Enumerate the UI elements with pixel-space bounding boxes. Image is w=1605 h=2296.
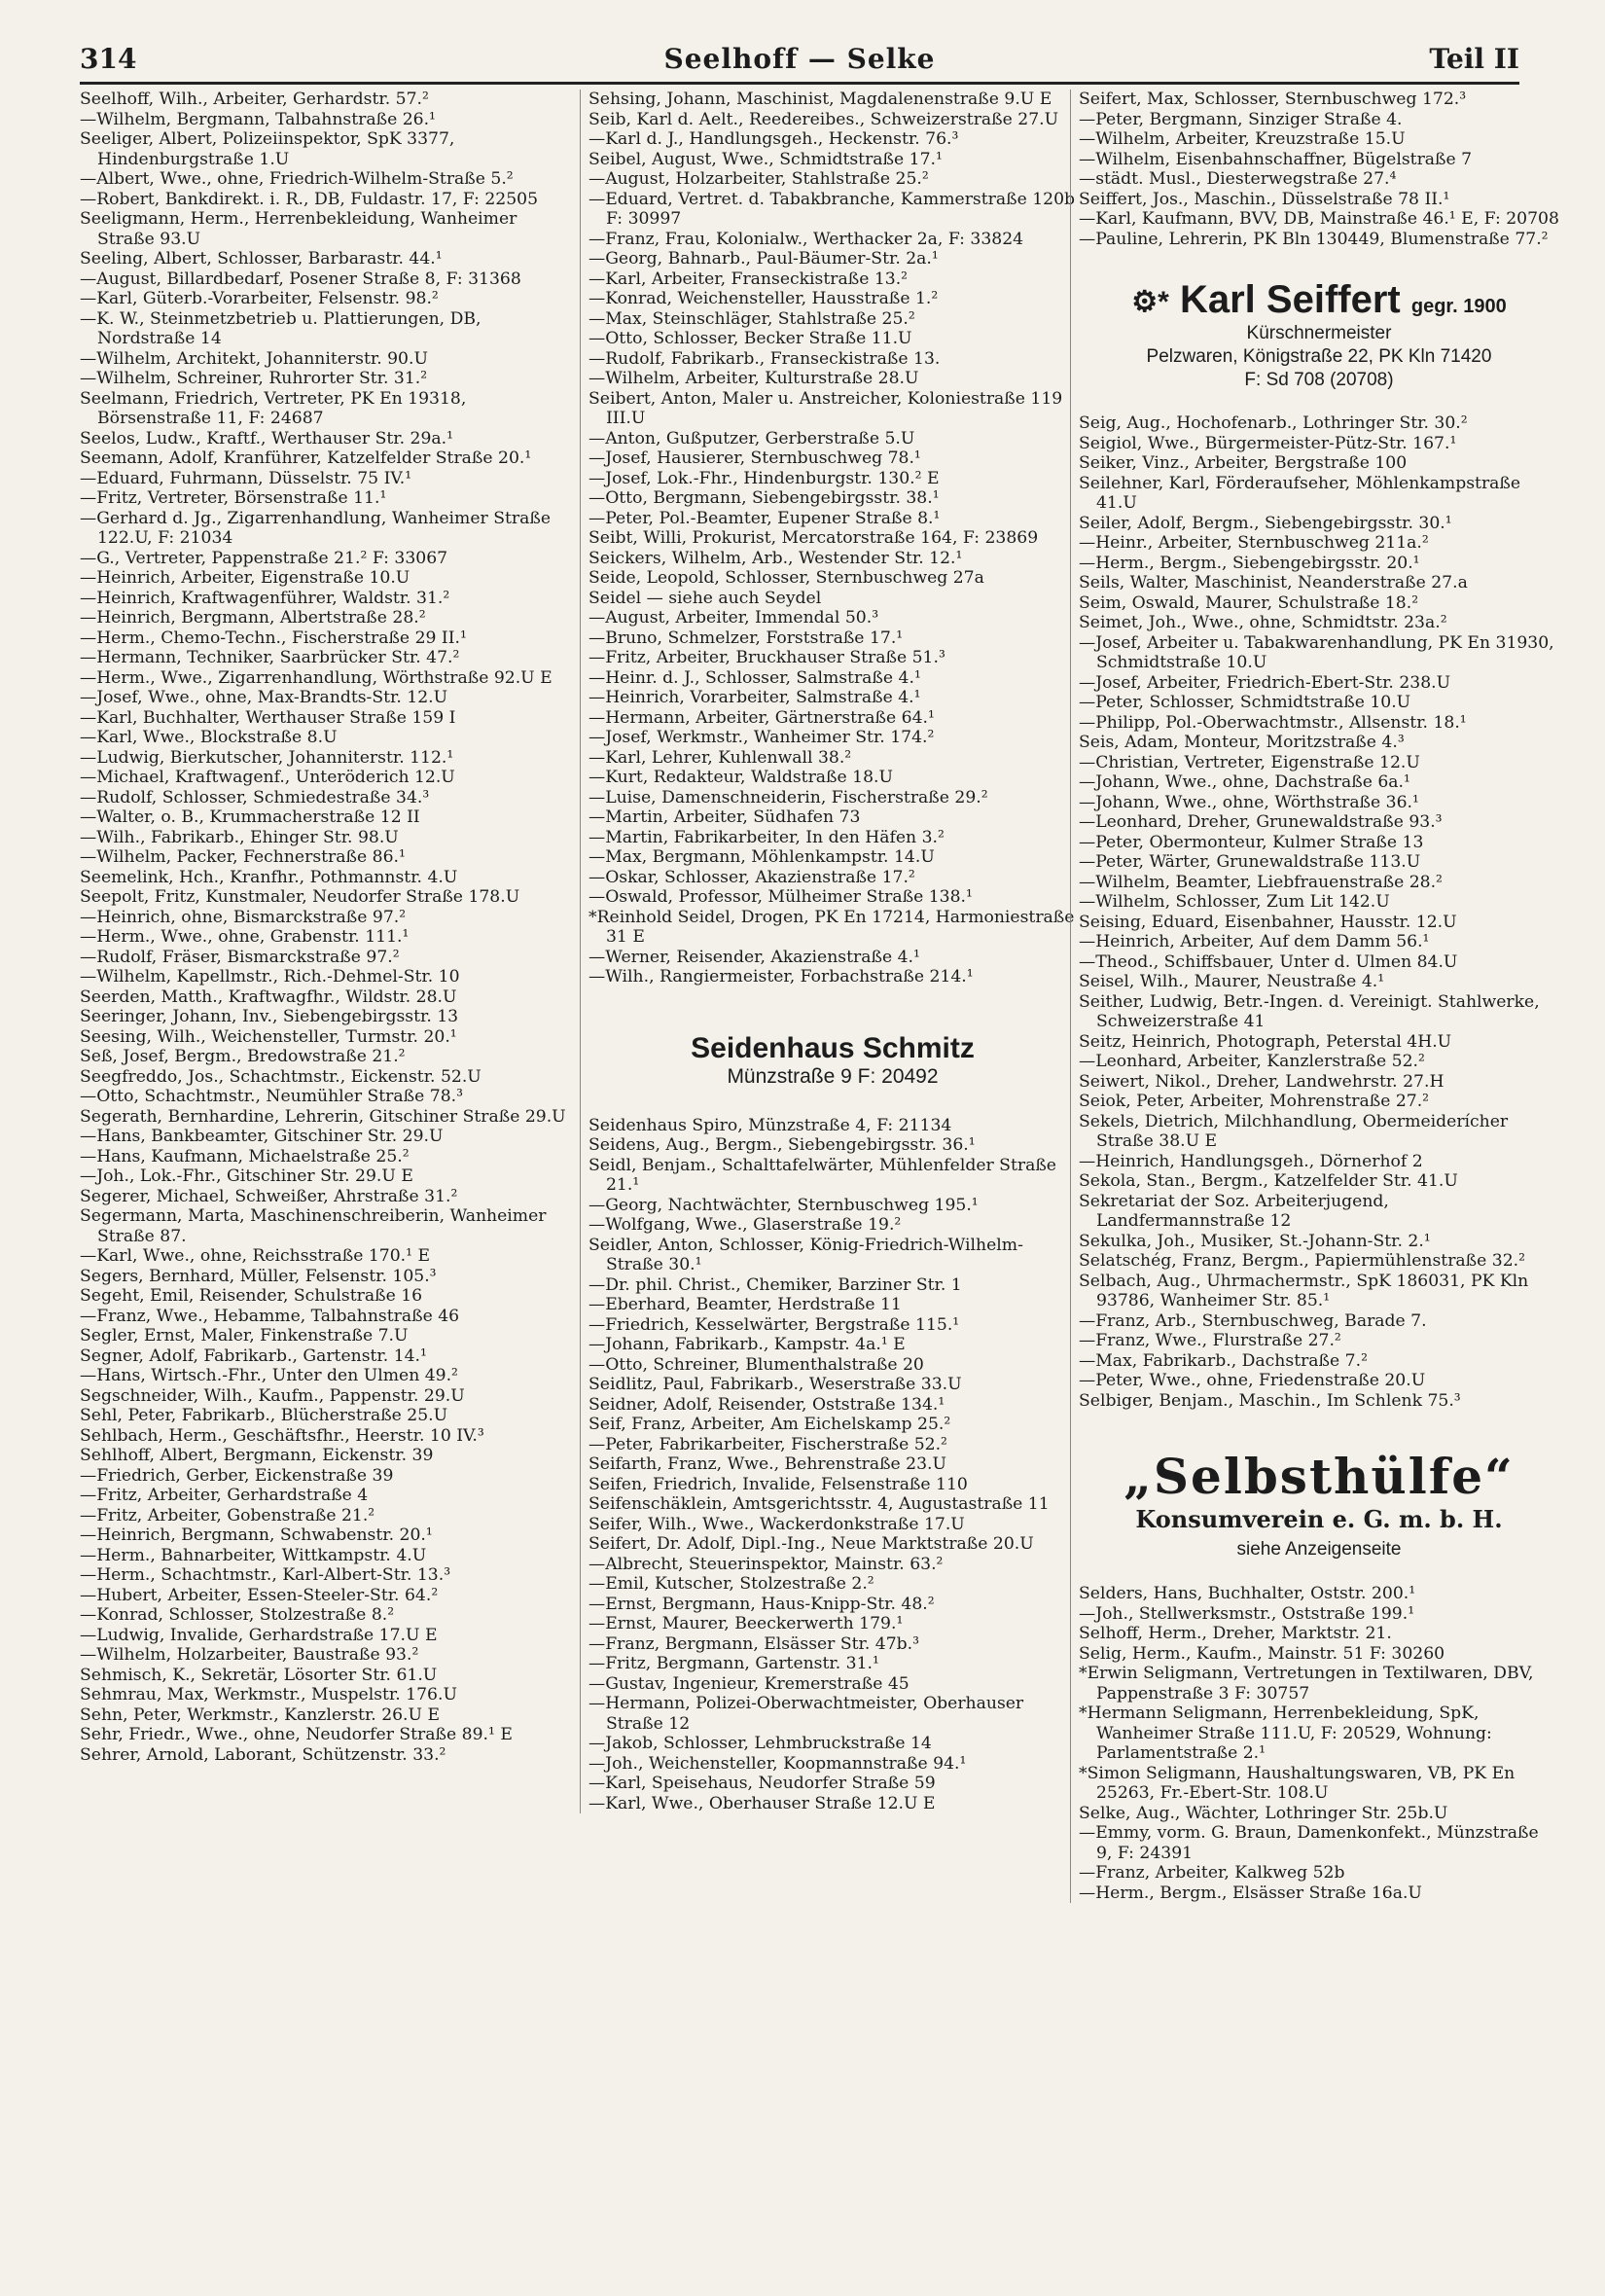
directory-entry: —Wolfgang, Wwe., Glaserstraße 19.² [588,1215,902,1235]
directory-entry: Seeling, Albert, Schlosser, Barbarastr. 44.¹ [80,249,443,269]
directory-entry: —Wilhelm, Eisenbahnschaffner, Bügelstraße 7 [1079,149,1473,169]
entry-list [1079,1584,1559,1903]
column-left [80,90,566,1765]
directory-entry: Sehlbach, Herm., Geschäftsfhr., Heerstr. 10 IV.³ [80,1425,484,1446]
directory-entry: —Herm., Wwe., ohne, Grabenstr. 111.¹ [80,927,410,947]
directory-entry: Selbach, Aug., Uhrmachermstr., SpK 186031, PK Kln 93786, Wanheimer Str. 85.¹ [1079,1271,1529,1310]
directory-entry: —Peter, Wärter, Grunewaldstraße 113.U [1079,852,1421,872]
karl-seiffert-ad [1079,278,1559,392]
directory-entry: —Franz, Bergmann, Elsässer Str. 47b.³ [588,1633,920,1654]
directory-entry: —Joh., Weichensteller, Koopmannstraße 94.¹ [588,1753,967,1774]
directory-entry: Seepolt, Fritz, Kunstmaler, Neudorfer Straße 178.U [80,887,520,907]
directory-entry: —Bruno, Schmelzer, Forststraße 17.¹ [588,628,904,648]
directory-entry: Seiwert, Nikol., Dreher, Landwehrstr. 27.H [1079,1071,1444,1092]
directory-entry: —Wilhelm, Packer, Fechnerstraße 86.¹ [80,847,406,867]
directory-entry: —Heinrich, Kraftwagenführer, Waldstr. 31.² [80,588,450,608]
directory-entry: —Fritz, Arbeiter, Bruckhauser Straße 51.³ [588,648,945,667]
sun-star-icon: ⚙* [1131,285,1169,318]
directory-entry: —Herm., Bergm., Elsässer Straße 16a.U [1079,1883,1422,1903]
directory-entry: —Hermann, Techniker, Saarbrücker Str. 47.² [80,648,460,667]
column-middle [580,90,1077,1813]
directory-entry: Seiffert, Jos., Maschin., Düsselstraße 78 II.¹ [1079,189,1450,209]
directory-entry: Seifert, Dr. Adolf, Dipl.-Ing., Neue Marktstraße 20.U [588,1534,1034,1554]
directory-entry: —Karl, Kaufmann, BVV, DB, Mainstraße 46.¹ E, F: 20708 [1079,209,1559,229]
directory-entry: —Friedrich, Kesselwärter, Bergstraße 115.¹ [588,1314,960,1335]
directory-entry: —Gerhard d. Jg., Zigarrenhandlung, Wanheimer Straße 122.U, F: 21034 [80,508,552,548]
ad-company-name: Karl Seiffert [1179,278,1401,321]
directory-entry: —Heinrich, Bergmann, Schwabenstr. 20.¹ [80,1525,433,1545]
directory-entry: —Georg, Bahnarb., Paul-Bäumer-Str. 2a.¹ [588,249,939,269]
directory-entry: —Herm., Bergm., Siebengebirgsstr. 20.¹ [1079,553,1420,573]
directory-entry: —Peter, Schlosser, Schmidtstraße 10.U [1079,693,1411,712]
directory-entry: —Max, Bergmann, Möhlenkampstr. 14.U [588,847,935,867]
directory-entry: Seigiol, Wwe., Bürgermeister-Pütz-Str. 167.¹ [1079,433,1457,453]
directory-entry: Selatschég, Franz, Bergm., Papiermühlenstraße 32.² [1079,1251,1525,1271]
directory-entry: —Martin, Arbeiter, Südhafen 73 [588,807,861,827]
directory-entry: Seelhoff, Wilh., Arbeiter, Gerhardstr. 57.² [80,90,429,109]
directory-entry: —Herm., Chemo-Techn., Fischerstraße 29 II.¹ [80,628,467,648]
entry-list [588,1116,1077,1814]
directory-entry: —Leonhard, Dreher, Grunewaldstraße 93.³ [1079,812,1443,832]
directory-entry: *Reinhold Seidel, Drogen, PK En 17214, Harmoniestraße 31 E [588,907,1075,947]
directory-entry: —Oswald, Professor, Mülheimer Straße 138.¹ [588,887,973,907]
directory-entry: —Wilhelm, Holzarbeiter, Baustraße 93.² [80,1645,419,1665]
directory-entry: —Werner, Reisender, Akazienstraße 4.¹ [588,947,920,967]
directory-entry: —Konrad, Schlosser, Stolzestraße 8.² [80,1605,395,1625]
directory-entry: —Heinrich, Bergmann, Albertstraße 28.² [80,608,426,628]
directory-entry: Seifert, Max, Schlosser, Sternbuschweg 172.³ [1079,90,1467,109]
directory-entry: Sekola, Stan., Bergm., Katzelfelder Str. 41.U [1079,1171,1458,1191]
directory-entry: —Fritz, Vertreter, Börsenstraße 11.¹ [80,488,387,508]
directory-entry: —Hans, Kaufmann, Michaelstraße 25.² [80,1146,410,1166]
seidenhaus-ad [588,1032,1077,1089]
directory-entry: —Peter, Bergmann, Sinziger Straße 4. [1079,109,1403,129]
directory-entry: —Robert, Bankdirekt. i. R., DB, Fuldastr. 17, F: 22505 [80,189,539,209]
directory-entry: —Johann, Fabrikarb., Kampstr. 4a.¹ E [588,1335,906,1354]
ad-note: siehe Anzeigenseite [1236,1539,1402,1560]
directory-entry: —Karl, Buchhalter, Werthauser Straße 159 I [80,707,456,728]
directory-entry: —Rudolf, Schlosser, Schmiedestraße 34.³ [80,787,430,807]
directory-entry: Seidens, Aug., Bergm., Siebengebirgsstr. 36.¹ [588,1135,976,1155]
directory-entry: —Michael, Kraftwagenf., Unteröderich 12.U [80,768,455,787]
directory-entry: Seibt, Willi, Prokurist, Mercatorstraße 164, F: 23869 [588,528,1039,548]
page-header [80,43,1519,85]
directory-entry: —August, Arbeiter, Immendal 50.³ [588,608,879,628]
directory-entry: —Peter, Wwe., ohne, Friedenstraße 20.U [1079,1371,1426,1390]
directory-entry: —Heinrich, Handlungsgeh., Dörnerhof 2 [1079,1151,1423,1171]
directory-entry: Seisel, Wilh., Maurer, Neustraße 4.¹ [1079,972,1385,991]
directory-entry: —Ernst, Bergmann, Haus-Knipp-Str. 48.² [588,1594,935,1614]
directory-entry: Seß, Josef, Bergm., Bredowstraße 21.² [80,1047,406,1066]
directory-entry: —Dr. phil. Christ., Chemiker, Barziner Str. 1 [588,1274,962,1295]
directory-entry: —Georg, Nachtwächter, Sternbuschweg 195.¹ [588,1195,979,1215]
directory-entry: Seifer, Wilh., Wwe., Wackerdonkstraße 17.U [588,1514,965,1534]
directory-entry: —Wilh., Fabrikarb., Ehinger Str. 98.U [80,827,399,847]
ad-line: F: Sd 708 (20708) [1244,370,1394,390]
directory-entry: Seerden, Matth., Kraftwagfhr., Wildstr. 28.U [80,987,457,1007]
directory-entry: —Johann, Wwe., ohne, Wörthstraße 36.¹ [1079,792,1419,812]
directory-entry: Seiker, Vinz., Arbeiter, Bergstraße 100 [1079,453,1408,473]
directory-entry: —Eberhard, Beamter, Herdstraße 11 [588,1295,902,1314]
directory-entry: —Herm., Schachtmstr., Karl-Albert-Str. 13.³ [80,1565,451,1585]
ad-line: Pelzwaren, Königstraße 22, PK Kln 71420 [1146,346,1492,367]
directory-entry: Seils, Walter, Maschinist, Neanderstraße 27.a [1079,573,1468,592]
directory-entry: Segerer, Michael, Schweißer, Ahrstraße 31.² [80,1186,458,1206]
directory-entry: —Konrad, Weichensteller, Hausstraße 1.² [588,289,939,308]
directory-entry: —Hans, Wirtsch.-Fhr., Unter den Ulmen 49.² [80,1366,458,1385]
directory-entry: —Wilhelm, Kapellmstr., Rich.-Dehmel-Str. 10 [80,967,460,987]
entry-list [1079,413,1559,1411]
directory-entry: —Josef, Arbeiter, Friedrich-Ebert-Str. 238.U [1079,672,1451,693]
directory-entry: Sehn, Peter, Werkmstr., Kanzlerstr. 26.U E [80,1704,441,1725]
directory-entry: —Ernst, Maurer, Beeckerwerth 179.¹ [588,1614,904,1633]
directory-entry: Seiok, Peter, Arbeiter, Mohrenstraße 27.² [1079,1092,1430,1111]
ad-address: Münzstraße 9 F: 20492 [727,1064,939,1088]
directory-entry: —Herm., Bahnarbeiter, Wittkampstr. 4.U [80,1545,427,1565]
running-title: Seelhoff — Selke [663,43,936,75]
directory-entry: —Karl d. J., Handlungsgeh., Heckenstr. 76.³ [588,129,959,149]
ad-subtitle: Konsumverein e. G. m. b. H. [1135,1505,1503,1533]
directory-entry: —Josef, Wwe., ohne, Max-Brandts-Str. 12.U [80,688,448,707]
directory-entry: *Simon Seligmann, Haushaltungswaren, VB, PK En 25263, Fr.-Ebert-Str. 108.U [1079,1763,1516,1803]
directory-entry: —Heinrich, Arbeiter, Eigenstraße 10.U [80,568,410,588]
directory-entry: Selke, Aug., Wächter, Lothringer Str. 25b.U [1079,1803,1448,1823]
directory-entry: Sehmrau, Max, Werkmstr., Muspelstr. 176.U [80,1685,457,1704]
directory-entry: Segers, Bernhard, Müller, Felsenstr. 105.³ [80,1266,437,1286]
directory-entry: —städt. Musl., Diesterwegstraße 27.⁴ [1079,169,1397,189]
directory-entry: Sehl, Peter, Fabrikarb., Blücherstraße 25.U [80,1406,448,1425]
directory-entry: Seeringer, Johann, Inv., Siebengebirgsstr. 13 [80,1007,459,1026]
directory-entry: —Pauline, Lehrerin, PK Bln 130449, Blumenstraße 77.² [1079,229,1549,249]
directory-entry: Seickers, Wilhelm, Arb., Westender Str. 12.¹ [588,548,963,568]
directory-entry: —Karl, Wwe., Blockstraße 8.U [80,728,338,747]
directory-entry: —Wilhelm, Schreiner, Ruhrorter Str. 31.² [80,369,428,388]
directory-entry: —Heinrich, Vorarbeiter, Salmstraße 4.¹ [588,688,921,707]
directory-entry: Seidl, Benjam., Schalttafelwärter, Mühlenfelder Straße 21.¹ [588,1155,1056,1195]
directory-entry: Sekels, Dietrich, Milchhandlung, Obermeiderícher Straße 38.U E [1079,1111,1509,1151]
directory-entry: —Ludwig, Invalide, Gerhardstraße 17.U E [80,1625,438,1645]
directory-entry: Seibert, Anton, Maler u. Anstreicher, Koloniestraße 119 III.U [588,388,1063,428]
directory-entry: Seegfreddo, Jos., Schachtmstr., Eickenstr. 52.U [80,1066,482,1087]
directory-entry: —Max, Fabrikarb., Dachstraße 7.² [1079,1350,1368,1371]
directory-entry: —Johann, Wwe., ohne, Dachstraße 6a.¹ [1079,772,1410,792]
directory-entry: —Wilhelm, Architekt, Johanniterstr. 90.U [80,348,428,369]
directory-entry: —Otto, Schachtmstr., Neumühler Straße 78.³ [80,1087,463,1106]
directory-entry: —Hermann, Arbeiter, Gärtnerstraße 64.¹ [588,707,935,728]
directory-entry: —Josef, Lok.-Fhr., Hindenburgstr. 130.² E [588,468,940,488]
directory-entry: —Theod., Schiffsbauer, Unter d. Ulmen 84.U [1079,951,1458,972]
directory-entry: —Peter, Pol.-Beamter, Eupener Straße 8.¹ [588,508,941,528]
directory-entry: —Oskar, Schlosser, Akazienstraße 17.² [588,867,915,887]
directory-entry: —Herm., Wwe., Zigarrenhandlung, Wörthstraße 92.U E [80,667,553,688]
directory-entry: —Joh., Lok.-Fhr., Gitschiner Str. 29.U E [80,1166,413,1186]
entry-list [588,90,1077,987]
directory-entry: —Karl, Wwe., Oberhauser Straße 12.U E [588,1793,936,1813]
directory-entry: —Walter, o. B., Krummacherstraße 12 II [80,807,420,827]
part-label: Teil II [1429,43,1519,75]
directory-entry: Seimet, Joh., Wwe., ohne, Schmidtstr. 23a.² [1079,613,1447,632]
directory-entry: Segermann, Marta, Maschinenschreiberin, Wanheimer Straße 87. [80,1206,547,1246]
directory-entry: —Rudolf, Fabrikarb., Franseckistraße 13. [588,348,941,369]
directory-entry: —Franz, Wwe., Hebamme, Talbahnstraße 46 [80,1306,460,1326]
directory-entry: Seidenhaus Spiro, Münzstraße 4, F: 21134 [588,1115,952,1135]
directory-entry: —Wilhelm, Schlosser, Zum Lit 142.U [1079,892,1390,912]
directory-entry: —G., Vertreter, Pappenstraße 21.² F: 33067 [80,548,448,568]
directory-entry: Sehr, Friedr., Wwe., ohne, Neudorfer Straße 89.¹ E [80,1725,513,1744]
directory-entry: *Erwin Seligmann, Vertretungen in Textilwaren, DBV, Pappenstraße 3 F: 30757 [1079,1664,1534,1704]
directory-entry: Seib, Karl d. Aelt., Reedereibes., Schweizerstraße 27.U [588,109,1059,129]
directory-entry: —Hermann, Polizei-Oberwachtmeister, Oberhauser Straße 12 [588,1694,1024,1734]
directory-entry: Seising, Eduard, Eisenbahner, Hausstr. 12.U [1079,912,1457,932]
directory-entry: —Emmy, vorm. G. Braun, Damenkonfekt., Münzstraße 9, F: 24391 [1079,1823,1539,1863]
directory-entry: Seide, Leopold, Schlosser, Sternbuschweg 27a [588,568,984,588]
directory-entry: —Ludwig, Bierkutscher, Johanniterstr. 112.¹ [80,747,454,768]
directory-entry: —Franz, Arb., Sternbuschweg, Barade 7. [1079,1310,1427,1331]
directory-entry: Seelos, Ludw., Kraftf., Werthauser Str. 29a.¹ [80,428,453,448]
directory-entry: Selbiger, Benjam., Maschin., Im Schlenk 75.³ [1079,1390,1461,1411]
directory-entry: —Fritz, Arbeiter, Gerhardstraße 4 [80,1486,369,1505]
directory-entry: Segner, Adolf, Fabrikarb., Gartenstr. 14.¹ [80,1345,427,1366]
directory-entry: —Eduard, Fuhrmann, Düsselstr. 75 IV.¹ [80,468,412,488]
directory-entry: —Otto, Schreiner, Blumenthalstraße 20 [588,1354,924,1375]
directory-entry: Seitz, Heinrich, Photograph, Peterstal 4H.U [1079,1031,1452,1052]
directory-entry: —Emil, Kutscher, Stolzestraße 2.² [588,1574,874,1594]
directory-entry: —Leonhard, Arbeiter, Kanzlerstraße 52.² [1079,1052,1425,1071]
ad-title: „Selbsthülfe“ [1124,1448,1515,1505]
directory-entry: Seif, Franz, Arbeiter, Am Eichelskamp 25.² [588,1415,951,1434]
directory-entry: Seidner, Adolf, Reisender, Oststraße 134.¹ [588,1394,945,1415]
directory-entry: —Hans, Bankbeamter, Gitschiner Str. 29.U [80,1127,444,1146]
directory-entry: —Peter, Fabrikarbeiter, Fischerstraße 52.² [588,1434,947,1454]
directory-entry: —Rudolf, Fräser, Bismarckstraße 97.² [80,947,400,967]
directory-entry: —Wilhelm, Bergmann, Talbahnstraße 26.¹ [80,109,436,129]
directory-entry: Seiler, Adolf, Bergm., Siebengebirgsstr. 30.¹ [1079,513,1452,533]
directory-entry: Seifen, Friedrich, Invalide, Felsenstraße 110 [588,1474,968,1494]
directory-entry: Seis, Adam, Monteur, Moritzstraße 4.³ [1079,733,1405,752]
directory-entry: —Albrecht, Steuerinspektor, Mainstr. 63.² [588,1554,944,1574]
directory-entry: —Wilhelm, Arbeiter, Kreuzstraße 15.U [1079,129,1406,149]
directory-entry: —Heinr., Arbeiter, Sternbuschweg 211a.² [1079,533,1429,553]
directory-entry: —Anton, Gußputzer, Gerberstraße 5.U [588,428,915,448]
directory-entry: —Kurt, Redakteur, Waldstraße 18.U [588,768,893,787]
directory-entry: Seifarth, Franz, Wwe., Behrenstraße 23.U [588,1454,947,1474]
directory-entry: Sekretariat der Soz. Arbeiterjugend, Landfermannstraße 12 [1079,1191,1389,1231]
directory-entry: Selhoff, Herm., Dreher, Marktstr. 21. [1079,1624,1392,1643]
directory-entry: —Joh., Stellwerksmstr., Oststraße 199.¹ [1079,1603,1415,1624]
directory-entry: —Karl, Arbeiter, Franseckistraße 13.² [588,269,909,289]
directory-entry: —Franz, Arbeiter, Kalkweg 52b [1079,1863,1345,1883]
directory-entry: Seeliger, Albert, Polizeiinspektor, SpK 3377, Hindenburgstraße 1.U [80,129,455,169]
directory-entry: —Wilh., Rangiermeister, Forbachstraße 214.¹ [588,967,974,987]
directory-entry: Sehmisch, K., Sekretär, Lösorter Str. 61.U [80,1665,438,1685]
directory-entry: Sekulka, Joh., Musiker, St.-Johann-Str. 2.¹ [1079,1231,1431,1251]
directory-entry: Seelmann, Friedrich, Vertreter, PK En 19318, Börsenstraße 11, F: 24687 [80,388,467,428]
directory-entry: Seibel, August, Wwe., Schmidtstraße 17.¹ [588,149,943,169]
directory-entry: —Jakob, Schlosser, Lehmbruckstraße 14 [588,1734,932,1753]
directory-entry: —Wilhelm, Arbeiter, Kulturstraße 28.U [588,369,919,388]
directory-entry: Seim, Oswald, Maurer, Schulstraße 18.² [1079,592,1419,613]
directory-entry: —Gustav, Ingenieur, Kremerstraße 45 [588,1673,910,1694]
directory-entry: —Karl, Wwe., ohne, Reichsstraße 170.¹ E [80,1246,431,1266]
directory-entry: Seesing, Wilh., Weichensteller, Turmstr. 20.¹ [80,1026,457,1047]
directory-entry: —Philipp, Pol.-Oberwachtmstr., Allsenstr. 18.¹ [1079,712,1467,733]
column-right [1070,90,1559,1903]
directory-entry: —K. W., Steinmetzbetrieb u. Plattierungen, DB, Nordstraße 14 [80,308,482,348]
entry-list [1079,90,1559,249]
directory-entry: —August, Holzarbeiter, Stahlstraße 25.² [588,169,929,189]
directory-entry: Segler, Ernst, Maler, Finkenstraße 7.U [80,1326,409,1345]
directory-entry: —Fritz, Bergmann, Gartenstr. 31.¹ [588,1654,879,1673]
ad-title [1079,278,1559,322]
directory-entry: Selders, Hans, Buchhalter, Oststr. 200.¹ [1079,1584,1416,1603]
directory-entry: —Luise, Damenschneiderin, Fischerstraße 29.² [588,787,988,807]
directory-entry: —Hubert, Arbeiter, Essen-Steeler-Str. 64.² [80,1585,439,1605]
entry-list [80,90,566,1765]
page-number: 314 [80,43,137,75]
directory-entry: —Wilhelm, Beamter, Liebfrauenstraße 28.² [1079,872,1443,892]
directory-entry: —Karl, Lehrer, Kuhlenwall 38.² [588,747,852,768]
directory-entry: —Josef, Hausierer, Sternbuschweg 78.¹ [588,448,921,468]
ad-founded: gegr. 1900 [1410,296,1507,317]
directory-entry: Segerath, Bernhardine, Lehrerin, Gitschiner Straße 29.U [80,1106,566,1127]
directory-entry: Selig, Herm., Kaufm., Mainstr. 51 F: 30260 [1079,1643,1445,1664]
directory-entry: —Eduard, Vertret. d. Tabakbranche, Kammerstraße 120b F: 30997 [588,189,1076,229]
directory-entry: —Franz, Frau, Kolonialw., Werthacker 2a, F: 33824 [588,229,1024,249]
directory-entry: Seidler, Anton, Schlosser, König-Friedrich-Wilhelm-Straße 30.¹ [588,1235,1023,1274]
directory-entry: —Friedrich, Gerber, Eickenstraße 39 [80,1465,394,1486]
directory-entry: —Otto, Bergmann, Siebengebirgsstr. 38.¹ [588,488,940,508]
ad-title: Seidenhaus Schmitz [691,1031,975,1064]
directory-entry: Segeht, Emil, Reisender, Schulstraße 16 [80,1286,423,1306]
directory-entry: —Max, Steinschläger, Stahlstraße 25.² [588,308,915,329]
directory-entry: Sehsing, Johann, Maschinist, Magdalenenstraße 9.U E [588,90,1052,109]
directory-entry: Seemann, Adolf, Kranführer, Katzelfelder Straße 20.¹ [80,448,532,468]
directory-entry: Segschneider, Wilh., Kaufm., Pappenstr. 29.U [80,1385,465,1406]
directory-entry: Sehlhoff, Albert, Bergmann, Eickenstr. 39 [80,1446,434,1465]
directory-entry: —Albert, Wwe., ohne, Friedrich-Wilhelm-Straße 5.² [80,169,514,189]
selbsthuelfe-ad [1079,1448,1559,1561]
directory-entry: Seeligmann, Herm., Herrenbekleidung, Wanheimer Straße 93.U [80,209,517,249]
directory-entry: Seidlitz, Paul, Fabrikarb., Weserstraße 33.U [588,1375,962,1394]
directory-entry: —August, Billardbedarf, Posener Straße 8, F: 31368 [80,269,521,289]
directory-entry: Seig, Aug., Hochofenarb., Lothringer Str. 30.² [1079,413,1468,433]
directory-entry: Seidel — siehe auch Seydel [588,588,822,608]
directory-entry: —Heinrich, ohne, Bismarckstraße 97.² [80,907,407,927]
directory-entry: —Karl, Speisehaus, Neudorfer Straße 59 [588,1774,936,1793]
directory-entry: —Peter, Obermonteur, Kulmer Straße 13 [1079,832,1424,852]
directory-entry: Sehrer, Arnold, Laborant, Schützenstr. 33.² [80,1744,446,1765]
directory-entry: —Heinrich, Arbeiter, Auf dem Damm 56.¹ [1079,932,1430,951]
directory-entry: Seither, Ludwig, Betr.-Ingen. d. Vereinigt. Stahlwerke, Schweizerstraße 41 [1079,991,1540,1031]
directory-entry: Seemelink, Hch., Kranfhr., Pothmannstr. 4.U [80,867,458,887]
directory-entry: —Karl, Güterb.-Vorarbeiter, Felsenstr. 98.² [80,289,439,308]
directory-entry: Seifenschäklein, Amtsgerichtsstr. 4, Augustastraße 11 [588,1494,1050,1514]
directory-entry: —Otto, Schlosser, Becker Straße 11.U [588,329,912,348]
directory-entry: —Fritz, Arbeiter, Gobenstraße 21.² [80,1505,375,1525]
directory-entry: —Christian, Vertreter, Eigenstraße 12.U [1079,752,1420,772]
directory-entry: —Josef, Arbeiter u. Tabakwarenhandlung, PK En 31930, Schmidtstraße 10.U [1079,632,1554,672]
directory-entry: *Hermann Seligmann, Herrenbekleidung, SpK, Wanheimer Straße 111.U, F: 20529, Wohnung: Parlamentstraße 2.¹ [1079,1704,1492,1763]
directory-entry: —Heinr. d. J., Schlosser, Salmstraße 4.¹ [588,667,921,688]
directory-entry: —Franz, Wwe., Flurstraße 27.² [1079,1331,1341,1350]
directory-entry: Seilehner, Karl, Förderaufseher, Möhlenkampstraße 41.U [1079,473,1521,513]
directory-entry: —Martin, Fabrikarbeiter, In den Häfen 3.² [588,827,945,847]
directory-entry: —Josef, Werkmstr., Wanheimer Str. 174.² [588,728,935,747]
ad-line: Kürschnermeister [1246,323,1392,343]
